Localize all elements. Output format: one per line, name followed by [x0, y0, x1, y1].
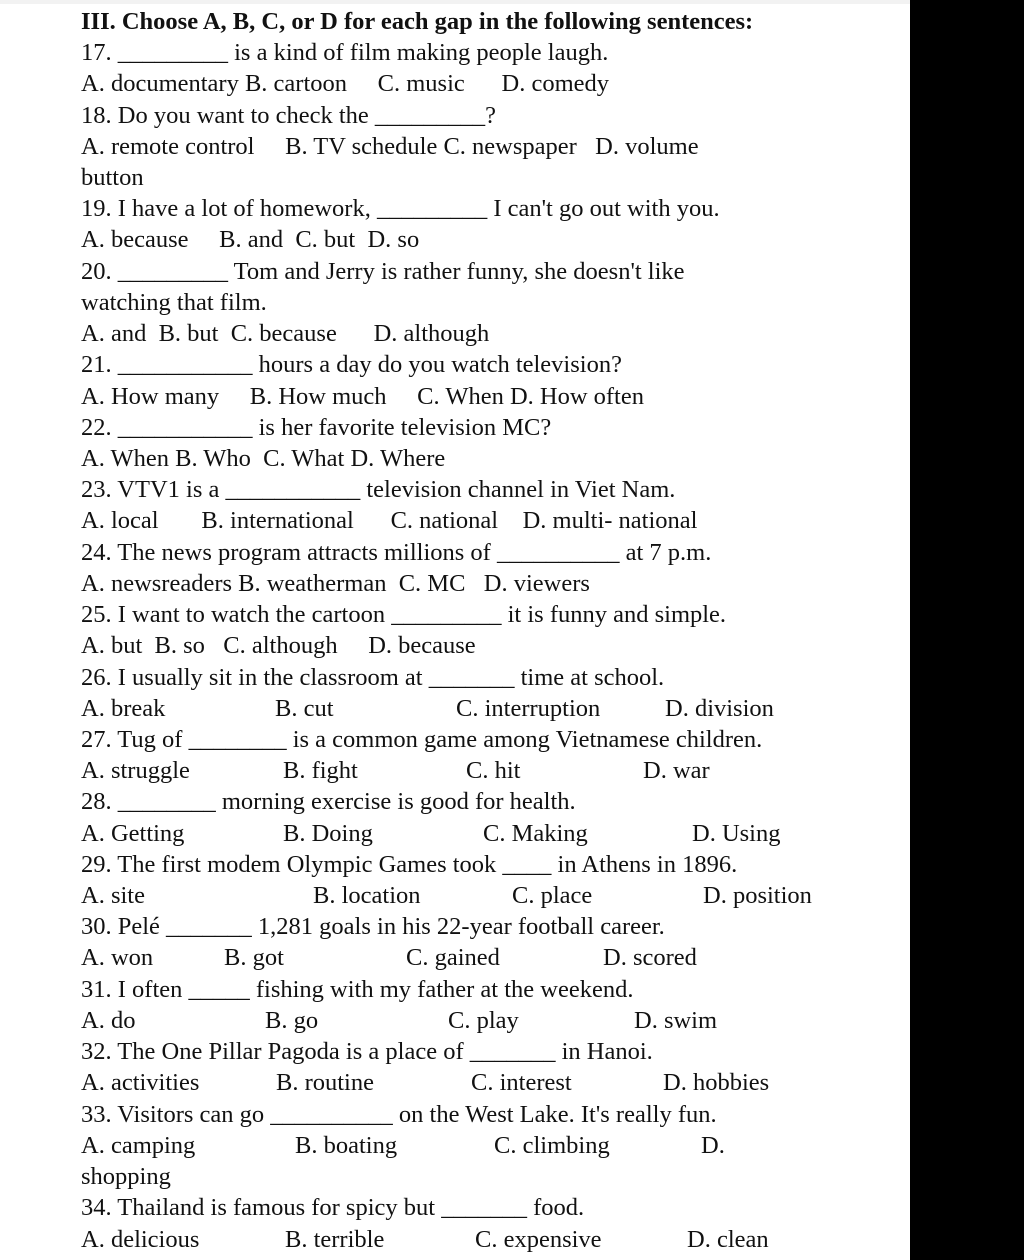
option-a: A. won: [81, 944, 154, 971]
option-a: A. camping: [81, 1132, 196, 1159]
option-c: C. play: [448, 1007, 519, 1034]
option-d: D. division: [665, 695, 774, 722]
option-c: C. climbing: [494, 1132, 610, 1159]
options-19: A. because B. and C. but D. so: [81, 226, 420, 253]
option-d: D. scored: [603, 944, 697, 971]
option-a: A. delicious: [81, 1226, 200, 1253]
option-b: B. got: [224, 944, 284, 971]
question-20-cont: watching that film.: [81, 289, 267, 316]
options-30: [81, 942, 881, 973]
question-32: 32. The One Pillar Pagoda is a place of _______ in Hanoi.: [81, 1038, 653, 1065]
options-32: [81, 1067, 881, 1098]
option-c: C. interruption: [456, 695, 601, 722]
question-18: 18. Do you want to check the _________?: [81, 102, 497, 129]
options-20: A. and B. but C. because D. although: [81, 320, 490, 347]
options-18-cont: button: [81, 164, 144, 191]
option-a: A. site: [81, 882, 145, 909]
question-29: 29. The first modem Olympic Games took ____ in Athens in 1896.: [81, 851, 738, 878]
option-b: B. location: [313, 882, 421, 909]
options-33: [81, 1130, 881, 1161]
question-28: 28. ________ morning exercise is good for health.: [81, 788, 576, 815]
option-b: B. terrible: [285, 1226, 385, 1253]
question-20: 20. _________ Tom and Jerry is rather funny, she doesn't like: [81, 258, 685, 285]
options-26: [81, 693, 881, 724]
option-d: D. war: [643, 757, 710, 784]
option-a: A. break: [81, 695, 166, 722]
option-b: B. boating: [295, 1132, 398, 1159]
option-a: A. do: [81, 1007, 136, 1034]
option-c: C. Making: [483, 820, 588, 847]
option-d: D.: [701, 1132, 725, 1159]
options-17: A. documentary B. cartoon C. music D. comedy: [81, 70, 610, 97]
question-30: 30. Pelé _______ 1,281 goals in his 22-year football career.: [81, 913, 665, 940]
option-c: C. place: [512, 882, 593, 909]
option-b: B. go: [265, 1007, 319, 1034]
option-a: A. activities: [81, 1069, 200, 1096]
question-24: 24. The news program attracts millions of __________ at 7 p.m.: [81, 539, 712, 566]
option-d: D. clean: [687, 1226, 769, 1253]
question-26: 26. I usually sit in the classroom at _______ time at school.: [81, 664, 665, 691]
options-24: A. newsreaders B. weatherman C. MC D. viewers: [81, 570, 590, 597]
right-black-bar: [910, 0, 1024, 1260]
section-heading: III. Choose A, B, C, or D for each gap in the following sentences:: [81, 8, 754, 35]
options-29: [81, 880, 881, 911]
question-34: 34. Thailand is famous for spicy but _______ food.: [81, 1194, 585, 1221]
option-d: D. Using: [692, 820, 781, 847]
question-21: 21. ___________ hours a day do you watch television?: [81, 351, 622, 378]
options-28: [81, 818, 881, 849]
question-33: 33. Visitors can go __________ on the West Lake. It's really fun.: [81, 1101, 717, 1128]
option-c: C. hit: [466, 757, 521, 784]
options-22: A. When B. Who C. What D. Where: [81, 445, 446, 472]
option-c: C. gained: [406, 944, 500, 971]
options-27: [81, 755, 881, 786]
option-d: D. position: [703, 882, 812, 909]
options-21: A. How many B. How much C. When D. How often: [81, 383, 644, 410]
question-17: 17. _________ is a kind of film making people laugh.: [81, 39, 609, 66]
question-25: 25. I want to watch the cartoon _________ it is funny and simple.: [81, 601, 727, 628]
option-a: A. Getting: [81, 820, 185, 847]
question-23: 23. VTV1 is a ___________ television channel in Viet Nam.: [81, 476, 676, 503]
option-b: B. routine: [276, 1069, 374, 1096]
options-18: A. remote control B. TV schedule C. newspaper D. volume: [81, 133, 699, 160]
option-c: C. expensive: [475, 1226, 602, 1253]
option-b: B. fight: [283, 757, 358, 784]
option-b: B. cut: [275, 695, 334, 722]
option-d: D. hobbies: [663, 1069, 770, 1096]
options-25: A. but B. so C. although D. because: [81, 632, 476, 659]
option-d: D. swim: [634, 1007, 718, 1034]
options-33-cont: shopping: [81, 1163, 171, 1190]
option-b: B. Doing: [283, 820, 373, 847]
option-a: A. struggle: [81, 757, 190, 784]
options-31: [81, 1005, 881, 1036]
options-34: [81, 1224, 881, 1255]
question-22: 22. ___________ is her favorite television MC?: [81, 414, 552, 441]
options-23: A. local B. international C. national D. multi- national: [81, 507, 698, 534]
option-c: C. interest: [471, 1069, 572, 1096]
page-top-edge: [0, 0, 910, 4]
question-27: 27. Tug of ________ is a common game among Vietnamese children.: [81, 726, 763, 753]
question-31: 31. I often _____ fishing with my father at the weekend.: [81, 976, 634, 1003]
question-19: 19. I have a lot of homework, _________ I can't go out with you.: [81, 195, 720, 222]
